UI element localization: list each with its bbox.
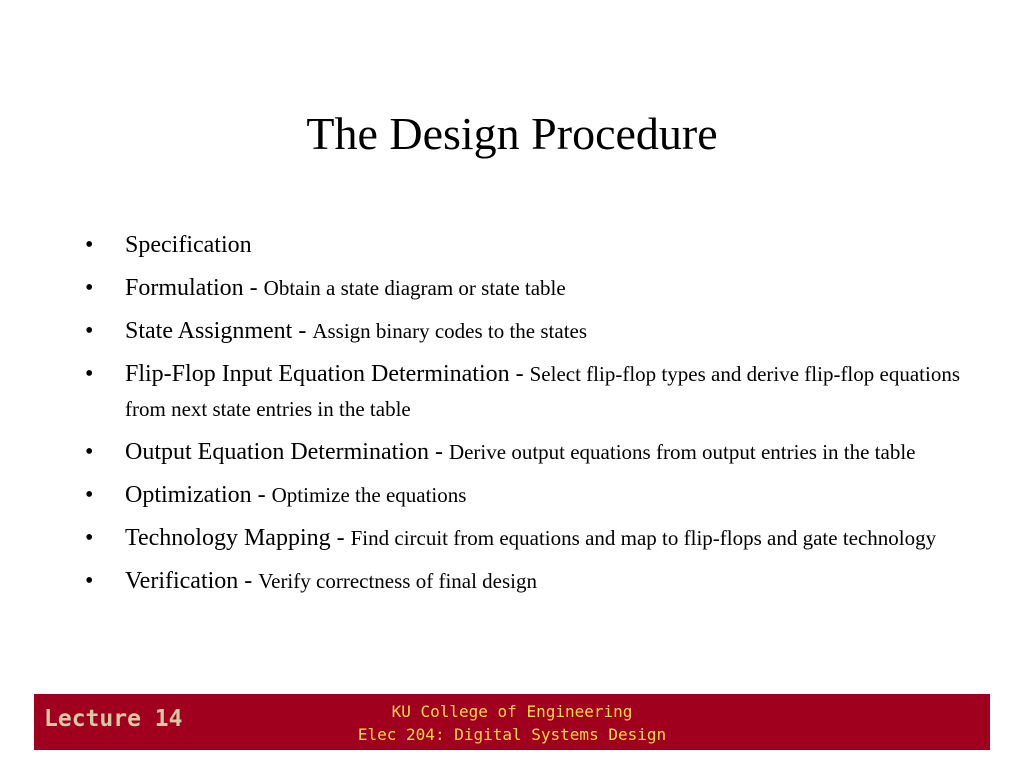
bullet-term: Technology Mapping - <box>125 525 351 551</box>
bullet-item-formulation <box>85 272 965 307</box>
bullet-marker: • <box>85 318 94 344</box>
bullet-item-specification <box>85 229 965 264</box>
bullet-marker: • <box>85 525 94 551</box>
course-info <box>334 700 690 746</box>
bullet-item-verification <box>85 565 965 600</box>
bullet-marker: • <box>85 482 94 508</box>
course-name: Elec 204: Digital Systems Design <box>357 725 667 744</box>
bullet-term: Optimization - <box>125 482 272 508</box>
bullet-term: State Assignment - <box>125 318 313 344</box>
bullet-marker: • <box>85 232 94 258</box>
college-name: KU College of Engineering <box>391 702 633 721</box>
bullet-term: Verification - <box>125 568 259 594</box>
bullet-description: Select flip-flop types and derive flip-flop equations from next state entries in the table <box>125 362 961 421</box>
bullet-marker: • <box>85 275 94 301</box>
bullet-term: Flip-Flop Input Equation Determination - <box>125 361 530 387</box>
bullet-description: Assign binary codes to the states <box>312 319 588 343</box>
bullet-term: Formulation - <box>125 275 264 301</box>
bullet-description: Find circuit from equations and map to flip-flops and gate technology <box>350 526 937 550</box>
bullet-item-technology-mapping <box>85 522 965 557</box>
bullet-item-state-assignment <box>85 315 965 350</box>
bullet-description: Obtain a state diagram or state table <box>263 276 566 300</box>
footer-bar <box>34 694 990 750</box>
bullet-description: Derive output equations from output entries in the table <box>448 440 916 464</box>
bullet-item-optimization <box>85 479 965 514</box>
bullet-marker: • <box>85 439 94 465</box>
bullet-marker: • <box>85 361 94 387</box>
bullet-description: Optimize the equations <box>271 483 467 507</box>
bullet-item-output-equation <box>85 436 965 471</box>
bullet-description: Verify correctness of final design <box>258 569 538 593</box>
lecture-label: Lecture 14 <box>44 706 183 732</box>
bullet-list <box>85 229 965 608</box>
slide-title: The Design Procedure <box>306 108 718 159</box>
bullet-item-flip-flop-input-equation <box>85 358 965 428</box>
bullet-term: Specification <box>125 232 252 258</box>
bullet-marker: • <box>85 568 94 594</box>
bullet-term: Output Equation Determination - <box>125 439 449 465</box>
